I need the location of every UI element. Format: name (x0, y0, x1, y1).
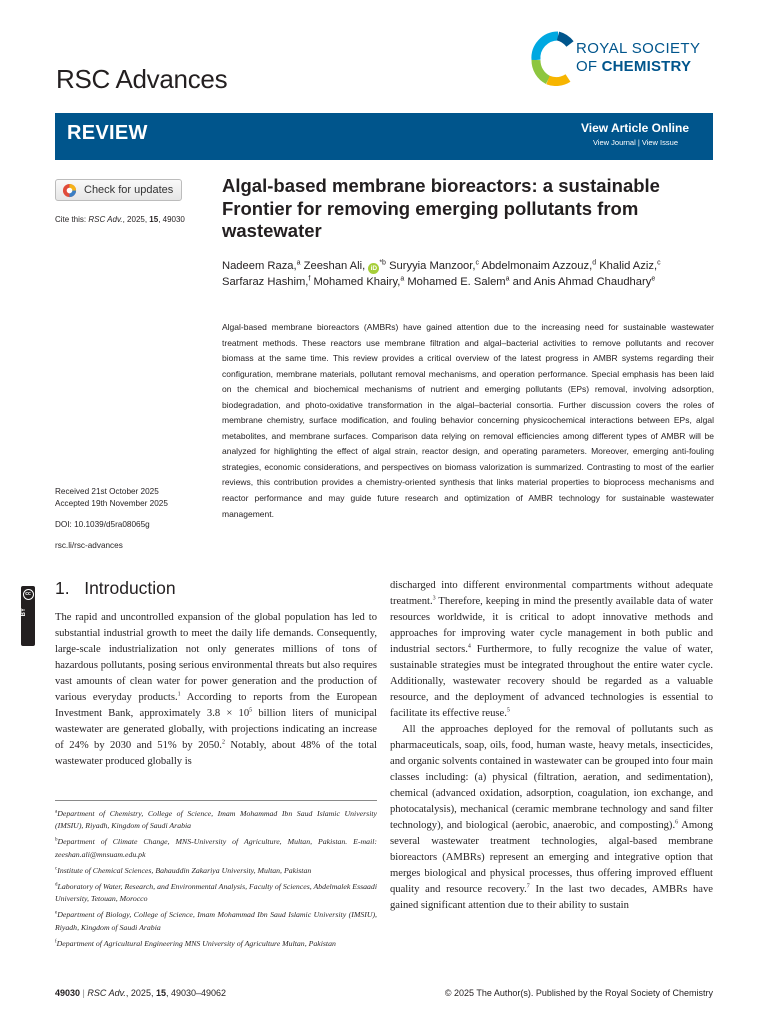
body-paragraph: The rapid and uncontrolled expansion of the global population has led to substantial industrial growth to meet the daily life demands. Consequently, large-scale industrialization not only generates millions of tons of hazardous pollutants, posing serious environmental threats but also requires vast amounts of clean water for power generation and the production of various everyday products.$^1$ According to reports from the European Investment Bank, approximately $3.8 \times 10^5$ billion liters of municipal wastewater are generated globally, with projections indicating an increase of 24% by 2030 and 51% by 2050.$^2$ Notably, about 48% of the total wastewater produced globally is (55, 612, 377, 767)
citation-ref[interactable]: 3 (432, 595, 436, 602)
check-for-updates-button[interactable] (55, 179, 182, 201)
doi[interactable]: DOI: 10.1039/d5ra08065g (55, 520, 150, 529)
author-name: Mohamed E. Salem (407, 276, 506, 288)
rsc-logo-line2: OF CHEMISTRY (576, 58, 692, 75)
rsc-logo-line1: ROYAL SOCIETY (576, 40, 701, 57)
affiliation-mark: d (592, 259, 597, 267)
rsc-logo (528, 30, 718, 88)
author-name: Khalid Aziz, (599, 260, 658, 272)
author-list (222, 258, 702, 290)
journal-link[interactable]: rsc.li/rsc-advances (55, 541, 123, 550)
affiliation-mark: *b (379, 259, 386, 267)
author-name: Sarfaraz Hashim, (222, 276, 309, 288)
rsc-logo-icon (528, 30, 574, 86)
citation-ref[interactable]: 4 (467, 643, 471, 650)
check-updates-icon (62, 183, 77, 198)
author-name: Zeeshan Ali, (303, 260, 366, 272)
affiliation-mark: a (400, 275, 405, 283)
affiliation-footnote: $^a$Department of Chemistry, College of Science, Imam Mohammad Ibn Saud Islamic University (IMSIU), Riyadh, Kingdom of Saudi Arabia (55, 809, 377, 831)
author-name: Abdelmonaim Azzouz, (481, 260, 593, 272)
abstract: Algal-based membrane bioreactors (AMBRs) have gained attention due to the increasing need for sustainable wastewater treatment methods. These reactors use membrane filtration and algal–bacterial activities to remove pollutants and recover biomass at the same time. This review provides a critical overview of the latest progress in AMBR systems regarding their configuration, membrane materials, pollutant removal mechanisms, and operation performance. Special emphasis has been laid on the chemical and biochemical mechanisms of nutrient and emerging pollutants (EPs) removal, involving adsorption, biodegradation, and photo-oxidative transformation in the algal–bacterial consortia. Further discussion covers the roles of membrane chemistry, surface modification, and fouling behavior concerning physicochemical interactions between EPs, algal metabolites, and membrane surfaces. Comparison data relying on removal efficiencies among different types of AMBR will be analyzed for highlighting the effect of algal strain, reactor design, and operating parameters. Moreover, emerging anti-fouling strategies, economic considerations, and perspectives on biomass valorization is summarized. Contrasting to most of the earlier reviews, this contribution provides a chemistry-oriented synthesis that links material properties to bioprocess mechanisms and reactor performance and may guide future research and optimization of AMBR technology for sustainable wastewater management. (222, 322, 714, 519)
received-date: Received 21st October 2025 (55, 487, 159, 496)
citation-ref[interactable]: 5 (506, 707, 510, 714)
left-column (55, 610, 377, 770)
body-paragraph: discharged into different environmental compartments without adequate treatment.$^3$ Therefore, keeping in mind the presently available data of water resources worldwide, it is critical to adopt innovative methods and approaches for improving water cycle management in both public and industrial sectors.$^4$ Furthermore, to fully recognize the value of water, sustainable strategies must be integrated throughout the entire water cycle. Additionally, wastewater recovery should be regarded as a valuable resource, and the deployment of advanced technologies is essential to facilitate its effective reuse.$^5$ (390, 580, 714, 719)
author-name: and Anis Ahmad Chaudhary (512, 276, 652, 288)
affiliation-mark: c (475, 259, 479, 267)
footer-copyright: © 2025 The Author(s). Published by the Royal Society of Chemistry (444, 988, 713, 998)
affiliation-mark: c (657, 259, 661, 267)
citation-ref[interactable]: 1 (177, 691, 181, 698)
article-title: Algal-based membrane bioreactors: a sustainable Frontier for removing emerging pollutants from wastewater (222, 175, 660, 241)
cc-by-license-badge[interactable] (21, 586, 35, 646)
affiliation-footnote: $^d$Laboratory of Water, Research, and Environmental Analysis, Faculty of Sciences, Abdelmalek Essaadi University, Tetouan, Morocco (55, 882, 377, 904)
cc-icon: cc (23, 589, 34, 600)
affiliation-footnote: $^f$Department of Agricultural Engineering MNS University of Agriculture Multan, Pakistan (55, 938, 336, 948)
author-name: Nadeem Raza, (222, 260, 297, 272)
section-heading: 1. Introduction (55, 578, 176, 598)
check-for-updates-label: Check for updates (84, 184, 174, 196)
view-article-online-link[interactable]: View Article Online (580, 121, 689, 135)
footer-citation: 49030 | RSC Adv., 2025, 15, 49030–49062 (55, 988, 227, 998)
citation-ref[interactable]: 2 (221, 739, 225, 746)
citation-ref[interactable]: 6 (675, 819, 679, 826)
citation-ref[interactable]: 5 (249, 707, 253, 714)
journal-name: RSC Advances (56, 64, 228, 94)
affiliation-mark: f (308, 275, 311, 283)
accepted-date: Accepted 19th November 2025 (55, 499, 168, 508)
citation-ref[interactable]: 7 (526, 883, 530, 890)
affiliation-mark: e (651, 275, 656, 283)
author-name: Suryyia Manzoor, (389, 260, 476, 272)
affiliation-mark: a (505, 275, 510, 283)
affiliation-footnotes (55, 808, 377, 954)
affiliation-footnote: $^e$Department of Biology, College of Science, Imam Mohammad Ibn Saud Islamic University (IMSIU), Riyadh, Kingdom of Saudi Arabia (55, 910, 377, 932)
article-type-banner (55, 113, 713, 160)
view-journal-issue-links[interactable]: View Journal | View Issue (592, 138, 678, 147)
affiliation-mark: a (296, 259, 301, 267)
footnote-divider (55, 800, 377, 801)
orcid-icon[interactable]: iD (368, 263, 379, 274)
citation: Cite this: RSC Adv., 2025, 15, 49030 (55, 215, 185, 224)
author-name: Mohamed Khairy, (313, 276, 401, 288)
affiliation-footnote: $^b$Department of Climate Change, MNS-University of Agriculture, Multan, Pakistan. E-mail: zeeshan.ali@mnsuam.edu.pk (55, 837, 377, 859)
body-paragraph: All the approaches deployed for the removal of pollutants such as pharmaceuticals, soap, oils, food, human waste, heavy metals, insecticides, and organic solvents contained in wastewater can be grouped into four main classes including: (a) physical (filtration, aeration, and sedimentation), chemical (advanced oxidation, adsorption, coagulation, ion exchange, and photocatalysis), mechanical (ceramic membrane technology and sand filter technology), and biological (aerobic, anaerobic, and composting).$^6$ Among several wastewater treatment technologies, algal-based membrane bioreactors (AMBRs) represent an emerging and integrative option that merges biological and physical processes, thus offering improved effluent quality and resource recovery.$^7$ In the last two decades, AMBRs have gained significant attention due to their ability to sustain (390, 724, 713, 911)
affiliation-footnote: $^c$Institute of Chemical Sciences, Bahauddin Zakariya University, Multan, Pakistan (55, 865, 312, 875)
by-label: BY (21, 608, 27, 617)
article-type: REVIEW (67, 122, 148, 144)
right-column (390, 578, 713, 914)
